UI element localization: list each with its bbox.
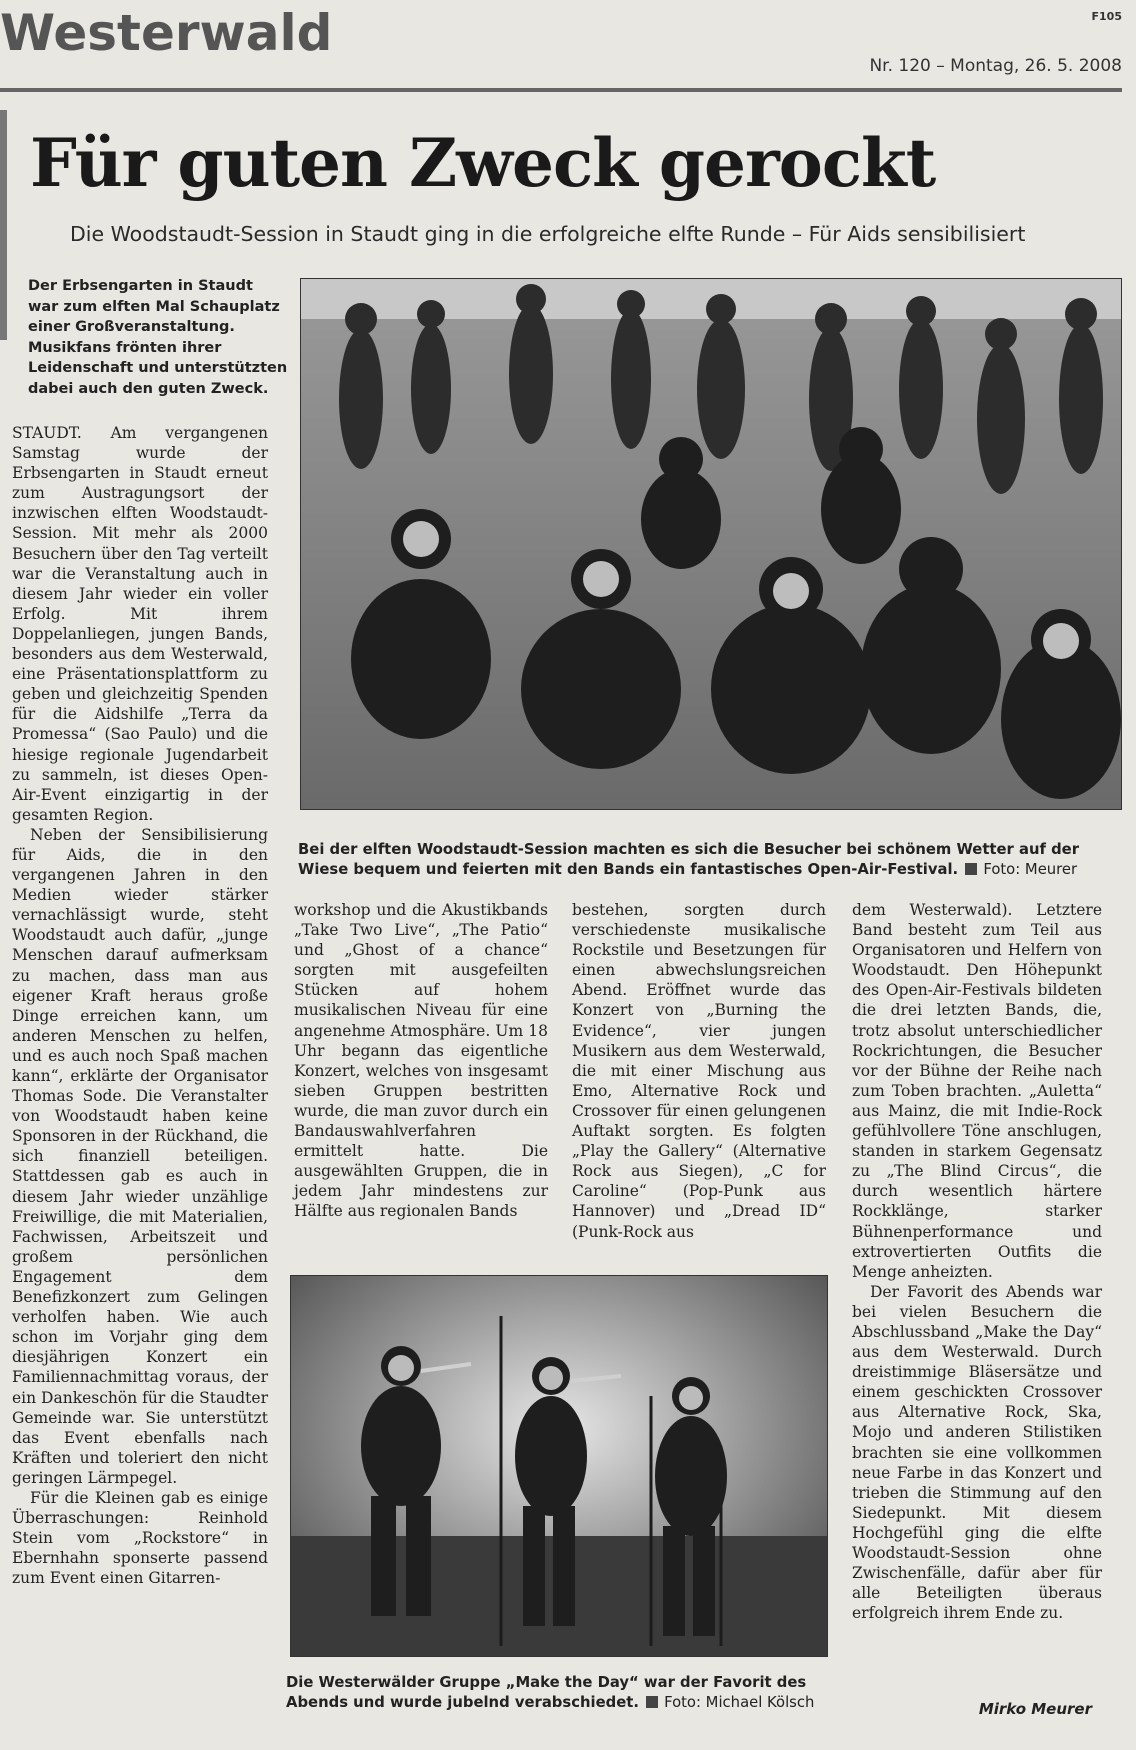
crowd-photo-caption: [298, 840, 1110, 880]
paragraph: STAUDT. Am vergangenen Samstag wurde der Erbsengarten in Staudt erneut zum Austragungsort der inzwischen elften Woodstaudt-Session. Mit mehr als 2000 Besuchern über den Tag verteilt war die Veranstaltung auch in diesem Jahr wieder ein voller Erfolg. Mit ihrem Doppelanliegen, jungen Bands, besonders aus dem Westerwald, eine Präsentationsplattform zu geben und gleichzeitig Spenden für die Aidshilfe „Terra da Promessa“ (Sao Paulo) und die hiesige regionale Jugendarbeit zu sammeln, ist dieses Open-Air-Event einzigartig in der gesamten Region.: [12, 424, 268, 824]
band-photo-image: [291, 1276, 827, 1656]
caption-text: Bei der elften Woodstaudt-Session machten es sich die Besucher bei schönem Wetter auf der Wiese bequem und feierten mit den Bands ein fantastisches Open-Air-Festival.: [298, 841, 1079, 878]
paragraph: workshop und die Akustikbands „Take Two Live“, „The Patio“ und „Ghost of a chance“ sorgten mit ausgefeilten Stücken auf hohem musikalischen Niveau für eine angenehme Atmosphäre. Um 18 Uhr begann das eigentliche Konzert, welches von insgesamt sieben Gruppen bestritten wurde, die man zuvor durch ein Bandauswahlverfahren ermittelt hatte. Die ausgewählten Gruppen, die in jedem Jahr mindestens zur Hälfte aus regionalen Bands: [294, 901, 548, 1221]
article-column-1: [12, 423, 268, 1588]
paragraph: Für die Kleinen gab es einige Überraschungen: Reinhold Stein vom „Rockstore“ in Ebernhahn sponserte passend zum Event einen Gitarren-: [12, 1488, 268, 1588]
band-photo-caption: [286, 1673, 826, 1713]
crowd-photo-image: [301, 279, 1121, 809]
paragraph: bestehen, sorgten durch verschiedenste musikalische Rockstile und Besetzungen für einen abwechslungsreichen Abend. Eröffnet wurde das Konzert von „Burning the Evidence“, vier jungen Musikern aus dem Westerwald, die mit einer Mischung aus Emo, Alternative Rock und Crossover für einen gelungenen Auftakt sorgten. Es folgten „Play the Gallery“ (Alternative Rock aus Siegen), „C for Caroline“ (Pop-Punk aus Hannover) und „Dread ID“ (Punk-Rock aus: [572, 901, 826, 1241]
caption-text: Die Westerwälder Gruppe „Make the Day“ war der Favorit des Abends und wurde jubelnd verabschiedet.: [286, 1674, 807, 1711]
article-lead: Der Erbsengarten in Staudt war zum elften Mal Schauplatz einer Großveranstaltung. Musikfans frönten ihrer Leidenschaft und unterstützten dabei auch den guten Zweck.: [28, 278, 288, 397]
crowd-photo: [300, 278, 1122, 810]
credit-square-icon: [646, 1696, 658, 1708]
credit-square-icon: [965, 863, 977, 875]
paragraph: Neben der Sensibilisierung für Aids, die in den vergangenen Jahren in den Medien wieder stärker vernachlässigt wurde, steht Woodstaudt auch dafür, „junge Menschen darauf aufmerksam zu machen, dass man aus eigener Kraft heraus große Dinge erreichen kann, um anderen Menschen zu helfen, und es auch noch Spaß machen kann“, erklärte der Organisator Thomas Sode. Die Veranstalter von Woodstaudt haben keine Sponsoren in der Rückhand, die sich finanziell beteiligen. Stattdessen gab es auch in diesem Jahr wieder unzählige Freiwillige, die mit Materialien, Fachwissen, Arbeitszeit und großem persönlichen Engagement dem Benefizkonzert zum Gelingen verholfen haben. Wie auch schon im Vorjahr ging dem diesjährigen Konzert ein Familiennachmittag voraus, der ein Dankeschön für die Staudter Gemeinde war. Sie unterstützt das Event ebenfalls nach Kräften und toleriert den nicht geringen Lärmpegel.: [12, 825, 268, 1487]
page-code: F105: [1091, 10, 1122, 23]
paragraph: Der Favorit des Abends war bei vielen Besuchern die Abschlussband „Make the Day“ aus dem Westerwald. Durch dreistimmige Bläsersätze und einem geschickten Crossover aus Alternative Rock, Ska, Mojo und anderen Stilistiken brachten sie eine vollkommen neue Farbe in das Konzert und trieben die Stimmung auf den Siedepunkt. Mit diesem Hochgefühl ging die elfte Woodstaudt-Session ohne Zwischenfälle, dafür aber für alle Beteiligten überaus erfolgreich ihrem Ende zu.: [852, 1282, 1102, 1623]
masthead-rule: [0, 88, 1122, 92]
issue-date: Nr. 120 – Montag, 26. 5. 2008: [869, 56, 1122, 76]
band-photo: [290, 1275, 828, 1657]
section-masthead: Westerwald: [0, 4, 333, 62]
photo-credit: Foto: Meurer: [983, 861, 1078, 878]
photo-credit: Foto: Michael Kölsch: [664, 1694, 815, 1711]
article-column-2: [294, 900, 548, 1222]
paragraph: dem Westerwald). Letztere Band besteht zum Teil aus Organisatoren und Helfern von Woodstaudt. Den Höhepunkt des Open-Air-Festivals bildeten die drei letzten Bands, die, trotz absolut unterschiedlicher Rockrichtungen, die Besucher vor der Bühne der Reihe nach zum Toben brachten. „Auletta“ aus Mainz, die mit Indie-Rock gefühlvollere Töne anschlugen, standen in starkem Gegensatz zu „The Blind Circus“, die durch wesentlich härtere Rockklänge, starker Bühnenperformance und extrovertierten Outfits die Menge anheizten.: [852, 901, 1102, 1281]
article-subheadline: Die Woodstaudt-Session in Staudt ging in die erfolgreiche elfte Runde – Für Aids sensibilisiert: [70, 222, 1026, 246]
article-headline: Für guten Zweck gerockt: [30, 124, 936, 202]
article-column-4: [852, 900, 1102, 1623]
page-edge-shadow: [0, 110, 7, 340]
article-author: Mirko Meurer: [978, 1700, 1092, 1718]
article-column-3: [572, 900, 826, 1242]
